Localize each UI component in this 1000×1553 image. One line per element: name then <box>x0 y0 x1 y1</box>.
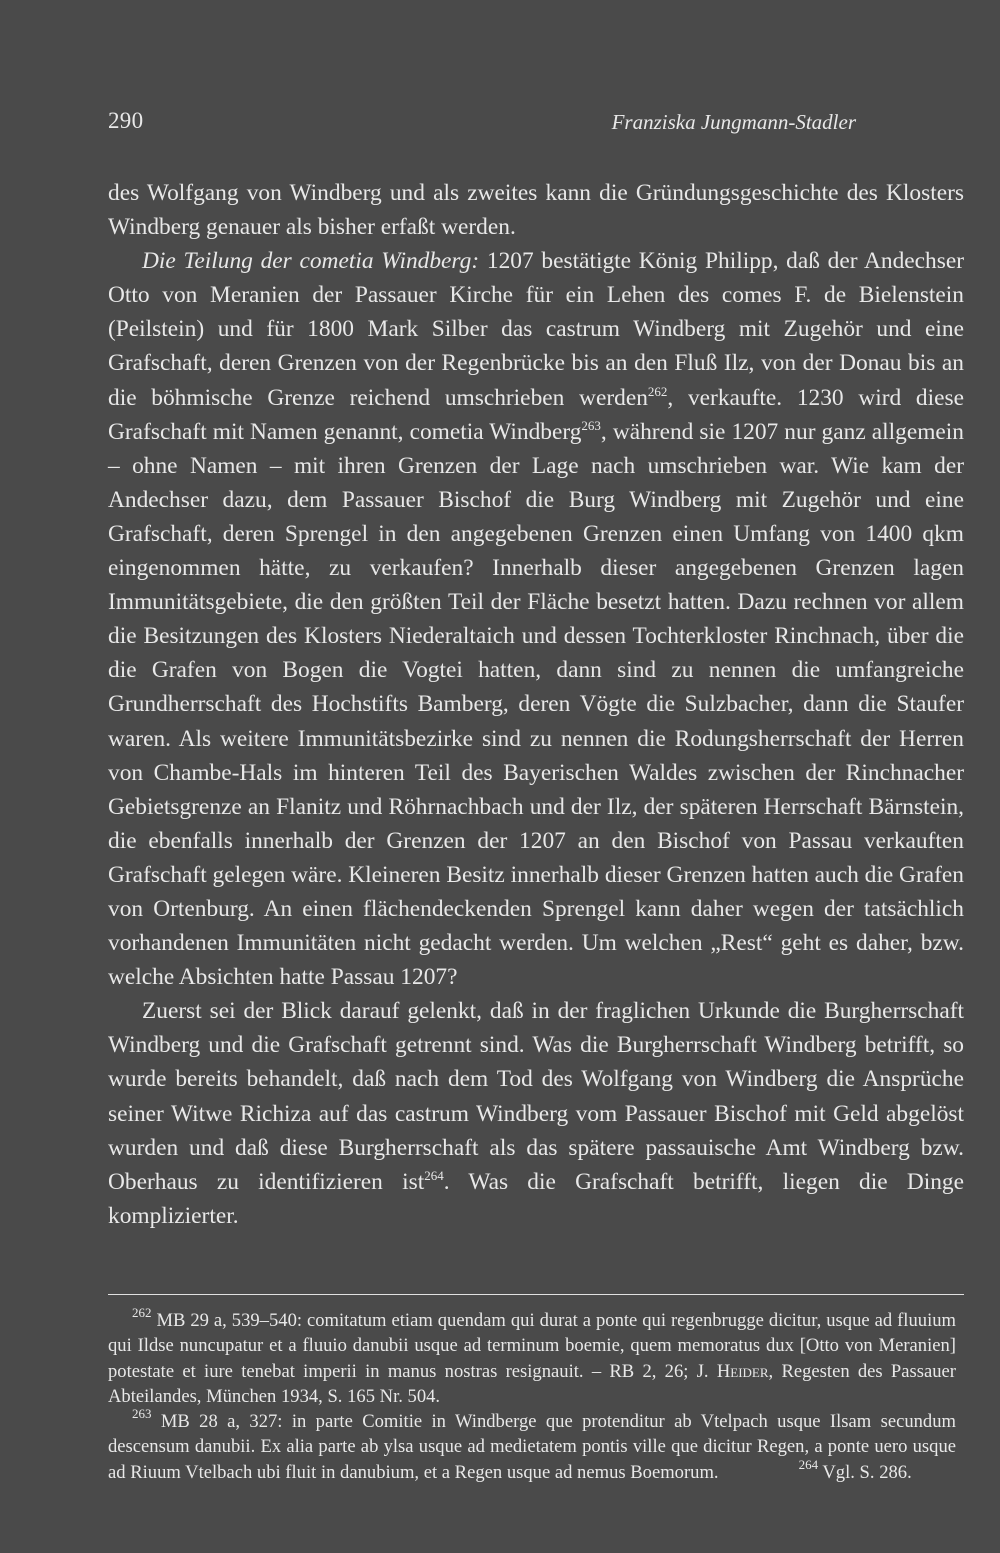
footnote-264: $^{264}$ Vgl. S. 286. <box>798 1456 912 1483</box>
body-text <box>108 176 964 1233</box>
author-name: Heider <box>716 1360 769 1382</box>
paragraph-2: Die Teilung der cometia Windberg: 1207 bestätigte König Philipp, daß der Andechser Otto von Meranien der Passauer Kirche für ein Lehen des comes F. de Bielenstein (Peilstein) und für 1800 Mark Silber das castrum Windberg mit Zugehör und eine Grafschaft, deren Grenzen von der Regenbrücke bis an den Fluß Ilz, von der Donau bis an die böhmische Grenze reichend umschrieben werden$^{262}$, verkaufte. 1230 wird diese Grafschaft mit Namen genannt, cometia Windberg$^{263}$, während sie 1207 nur ganz allgemein – ohne Namen – mit ihren Grenzen der Lage nach umschrieben war. Wie kam der Andechser dazu, dem Passauer Bischof die Burg Windberg mit Zugehör und eine Grafschaft, deren Sprengel in den angegebenen Grenzen einen Umfang von 1400 qkm eingenommen hätte, zu verkaufen? Innerhalb dieser angegebenen Grenzen lagen Immunitätsgebiete, die den größten Teil der Fläche besetzt hatten. Dazu rechnen vor allem die Besitzungen des Klosters Niederaltaich und dessen Tochterkloster Rinchnach, über die die Grafen von Bogen die Vogtei hatten, dann sind zu nennen die umfangreiche Grundherrschaft des Hochstifts Bamberg, deren Vögte die Sulzbacher, dann die Staufer waren. Als weitere Immunitätsbezirke sind zu nennen die Rodungsherrschaft der Herren von Chambe-Hals im hinteren Teil des Bayerischen Waldes zwischen der Rinchnacher Gebietsgrenze an Flanitz und Röhrnachbach und der Ilz, der späteren Herrschaft Bärnstein, die ebenfalls innerhalb der Grenzen der 1207 an den Bischof von Passau verkauften Grafschaft gelegen wäre. Kleineren Besitz innerhalb dieser Grenzen hatten auch die Grafen von Ortenburg. An einen flächendeckenden Sprengel kann daher wegen der tatsächlich vorhandenen Immunitäten nicht gedacht werden. Um welchen „Rest“ geht es daher, bzw. welche Absichten hatte Passau 1207? <box>108 248 964 991</box>
section-heading: Die Teilung der cometia Windberg: <box>142 248 480 275</box>
footnote-ref-263[interactable]: 263 <box>581 417 601 433</box>
page-number: 290 <box>108 108 144 133</box>
running-head: Franziska Jungmann-Stadler <box>611 110 856 134</box>
paragraph-3: Zuerst sei der Blick darauf gelenkt, daß in der fraglichen Urkunde die Burgherrschaft Windberg und die Grafschaft getrennt sind. Was die Burgherrschaft Windberg betrifft, so wurde bereits behandelt, daß nach dem Tod des Wolfgang von Windberg die Ansprüche seiner Witwe Richiza auf das castrum Windberg vom Passauer Bischof mit Geld abgelöst wurden und daß diese Burgherrschaft als das spätere passauische Amt Windberg bzw. Oberhaus zu identifizieren ist$^{264}$. Was die Grafschaft betrifft, liegen die Dinge komplizierter. <box>108 998 964 1229</box>
footnote-ref-264[interactable]: 264 <box>424 1167 444 1183</box>
page-header <box>108 108 964 148</box>
footnote-ref-262[interactable]: 262 <box>647 383 668 399</box>
footnote-262: $^{262}$ MB 29 a, 539–540: comitatum etiam quendam qui durat a ponte qui regenbrugge dicitur, usque ad fluuium qui Ildse nuncupatur et a fluuio danubii usque ad terminum boemie, quem memoratus dux [Otto von Meranien] potestate et iure tenebat imperii in manus nostras resignauit. – RB 2, 26; J. Heider, Regesten des Passauer Abteilandes, München 1934, S. 165 Nr. 504. <box>108 1305 956 1407</box>
paragraph-1: des Wolfgang von Windberg und als zweites kann die Gründungsgeschichte des Klosters Windberg genauer als bisher erfaßt werden. <box>108 180 964 241</box>
footnotes <box>108 1305 956 1485</box>
footnote-rule <box>108 1294 964 1295</box>
footnote-263: $^{263}$ MB 28 a, 327: in parte Comitie in Windberge que protenditur ab Vtelpach usque Ilsam secundum descensum danubii. Ex alia parte ab ylsa usque ad medietatem pontis ville que dicitur Regen, a ponte uero usque ad Riuum Vtelbach ubi fluit in danubium, et a Regen usque ad nemus Boemorum. $^{264}$ Vgl. S. 286. <box>108 1406 956 1483</box>
